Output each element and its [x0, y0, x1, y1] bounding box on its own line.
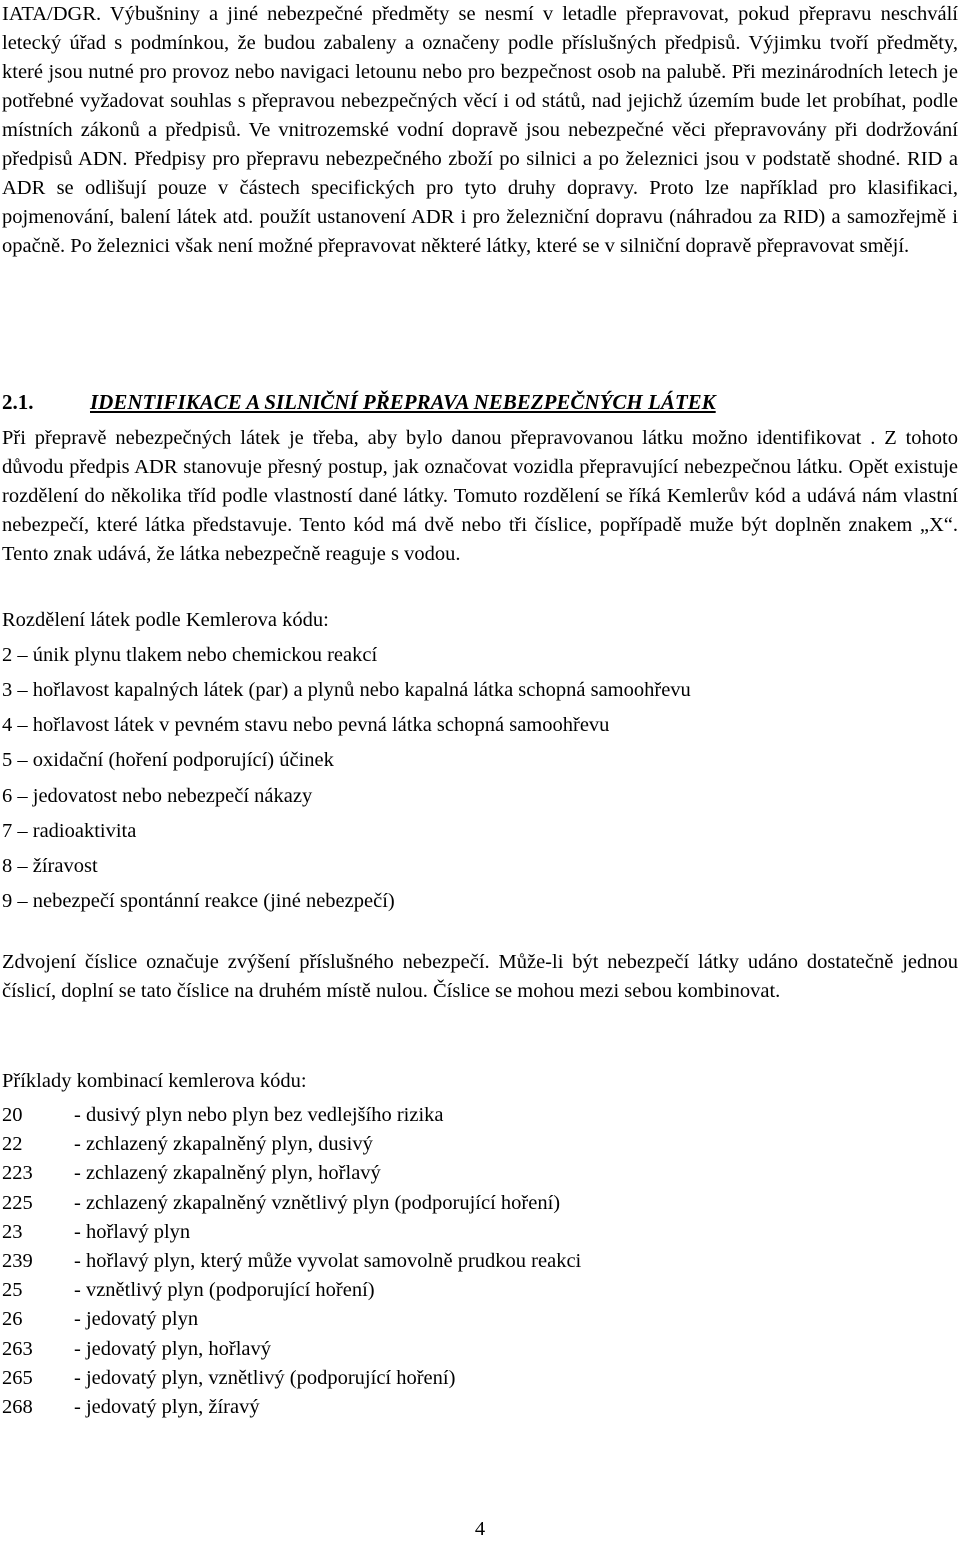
example-code: 23: [2, 1220, 23, 1243]
example-row: [2, 1247, 958, 1276]
example-description: - hořlavý plyn: [74, 1220, 191, 1243]
section-heading: [2, 388, 958, 417]
classification-item: 2 – únik plynu tlakem nebo chemickou reakcí: [2, 644, 378, 666]
example-description: - jedovatý plyn, žíravý: [74, 1395, 260, 1418]
example-row: [2, 1305, 958, 1334]
example-row: [2, 1364, 958, 1393]
example-code: 239: [2, 1249, 33, 1272]
classification-item: 6 – jedovatost nebo nebezpečí nákazy: [2, 785, 313, 807]
example-row: [2, 1130, 958, 1159]
example-code: 263: [2, 1337, 33, 1360]
example-description: - jedovatý plyn, hořlavý: [74, 1337, 271, 1360]
example-description: - jedovatý plyn, vznětlivý (podporující hoření): [74, 1366, 456, 1389]
section-paragraph: Při přepravě nebezpečných látek je třeba, aby bylo danou přepravovanou látku možno identifikovat . Z tohoto důvodu předpis ADR stanovuje přesný postup, jak označovat vozidla přepravující nebezpečnou látku. Opět existuje rozdělení do několika tříd podle vlastností dané látky. Tomuto rozdělení se říká Kemlerův kód a udává nám vlastní nebezpečí, které látka představuje. Tento kód má dvě nebo tři číslice, popřípadě muže být doplněn znakem „X“. Tento znak udává, že látka nebezpečně reaguje s vodou.: [2, 427, 958, 565]
classification-item: 3 – hořlavost kapalných látek (par) a plynů nebo kapalná látka schopná samoohřevu: [2, 679, 691, 701]
example-row: [2, 1101, 958, 1130]
examples-heading: Příklady kombinací kemlerova kódu:: [2, 1070, 307, 1092]
example-code: 223: [2, 1162, 33, 1185]
example-description: - dusivý plyn nebo plyn bez vedlejšího rizika: [74, 1104, 444, 1126]
classification-item: 8 – žíravost: [2, 855, 98, 877]
example-code: 26: [2, 1308, 23, 1331]
classification-item: 4 – hořlavost látek v pevném stavu nebo pevná látka schopná samoohřevu: [2, 714, 610, 736]
example-code: 265: [2, 1366, 33, 1389]
example-row: [2, 1189, 958, 1218]
classification-item: 9 – nebezpečí spontánní reakce (jiné nebezpečí): [2, 890, 395, 912]
example-code: 25: [2, 1279, 23, 1302]
section-number: 2.1.: [2, 390, 34, 414]
page-number: 4: [474, 1518, 486, 1540]
example-description: - zchlazený zkapalněný plyn, hořlavý: [74, 1162, 381, 1185]
example-description: - zchlazený zkapalněný vznětlivý plyn (podporující hoření): [74, 1191, 561, 1214]
example-row: [2, 1276, 958, 1305]
classification-item: 7 – radioaktivita: [2, 820, 137, 842]
examples-list: [2, 1101, 958, 1422]
example-row: [2, 1218, 958, 1247]
classification-item: 5 – oxidační (hoření podporující) účinek: [2, 749, 334, 771]
example-description: - zchlazený zkapalněný plyn, dusivý: [74, 1133, 373, 1156]
example-code: 20: [2, 1104, 23, 1126]
example-row: [2, 1159, 958, 1188]
section-title: IDENTIFIKACE A SILNIČNÍ PŘEPRAVA NEBEZPEČNÝCH LÁTEK: [90, 390, 716, 414]
example-description: - hořlavý plyn, který může vyvolat samovolně prudkou reakci: [74, 1249, 582, 1272]
example-code: 225: [2, 1191, 33, 1214]
example-description: - jedovatý plyn: [74, 1308, 199, 1331]
intro-paragraph: IATA/DGR. Výbušniny a jiné nebezpečné předměty se nesmí v letadle přepravovat, pokud přepravu neschválí letecký úřad s podmínkou, že budou zabaleny a označeny podle příslušných předpisů. Výjimku tvoří předměty, které jsou nutné pro provoz nebo navigaci letounu nebo pro bezpečnost osob na palubě. Při mezinárodních letech je potřebné vyžadovat souhlas s přepravou nebezpečných věcí i od států, nad jejichž územím bude let probíhat, podle místních zákonů a předpisů. Ve vnitrozemské vodní dopravě jsou nebezpečné věci přepravovány při dodržování předpisů ADN. Předpisy pro přepravu nebezpečného zboží po silnici a po železnici jsou v podstatě shodné. RID a ADR se odlišují pouze v částech specifických pro tyto druhy dopravy. Proto lze například pro klasifikaci, pojmenování, balení látek atd. použít ustanovení ADR i pro železniční dopravu (náhradou za RID) a samozřejmě i opačně. Po železnici však není možné přepravovat některé látky, které se v silniční dopravě přepravovat smějí.: [2, 3, 958, 257]
example-row: [2, 1393, 958, 1422]
example-code: 268: [2, 1395, 33, 1418]
doubling-paragraph: Zdvojení číslice označuje zvýšení příslušného nebezpečí. Může-li být nebezpečí látky udáno dostatečně jednou číslicí, doplní se tato číslice na druhém místě nulou. Číslice se mohou mezi sebou kombinovat.: [2, 951, 958, 1002]
example-description: - vznětlivý plyn (podporující hoření): [74, 1279, 375, 1302]
classification-heading: Rozdělení látek podle Kemlerova kódu:: [2, 609, 329, 631]
example-code: 22: [2, 1133, 23, 1156]
example-row: [2, 1335, 958, 1364]
